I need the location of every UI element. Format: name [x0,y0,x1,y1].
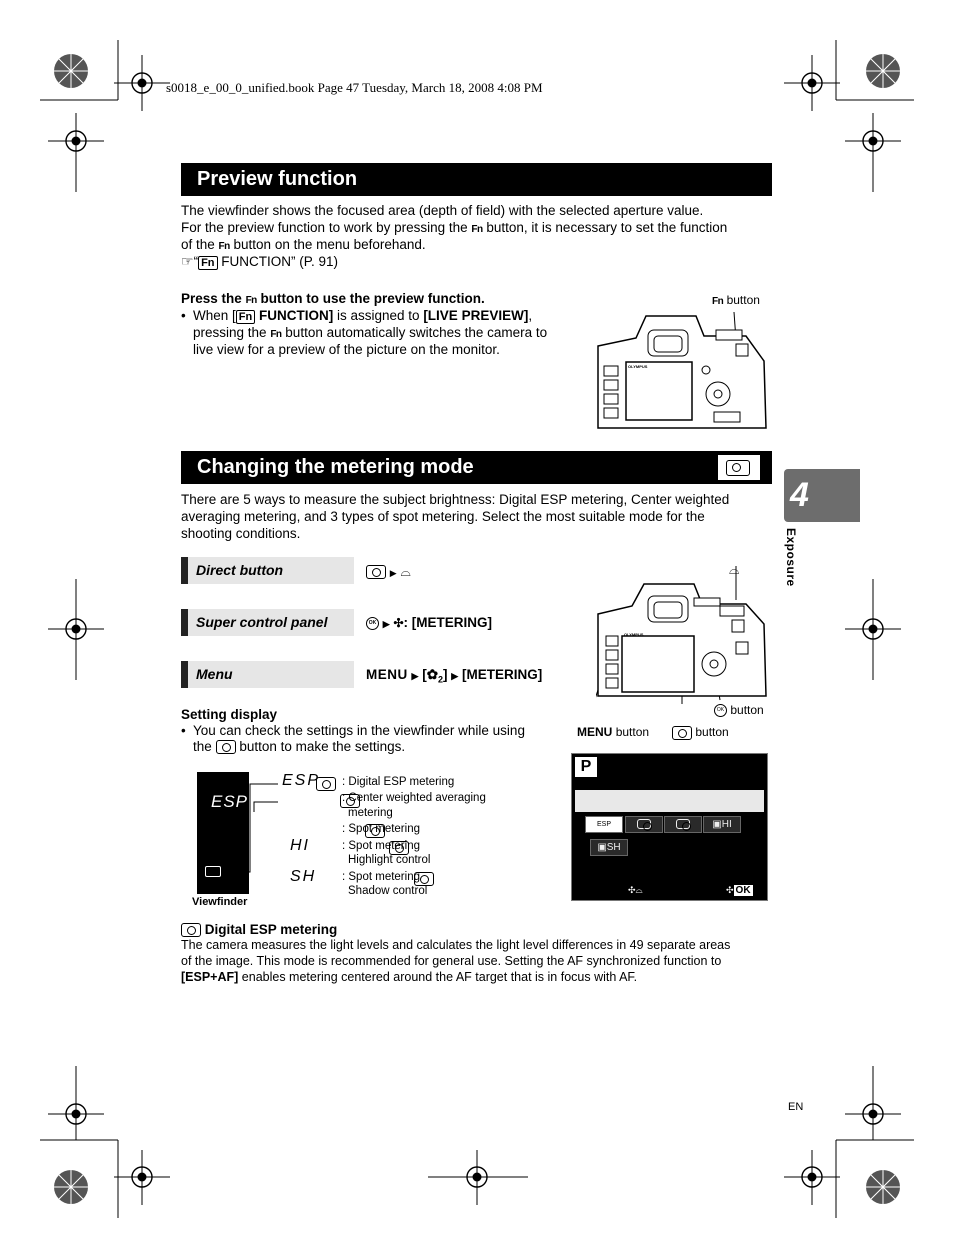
direct-button-sequence [366,563,411,582]
mode-code-hi: HI [290,837,310,854]
preview-reference[interactable]: ☞“ Fn FUNCTION” (P. 91) [181,253,339,269]
esp-line-3 [181,970,637,984]
metering-intro-line-2: averaging metering, and 3 types of spot metering. Select the most suitable mode for the [181,509,705,524]
setting-line-1: You can check the settings in the viewfinder while using [193,723,525,738]
lcd-ok-badge: OK [735,885,751,896]
esp-meter-icon [316,777,336,791]
viewfinder-esp-readout: ESP [211,792,249,811]
bullet-text: , [528,308,533,323]
metering-mode-icon [718,455,760,480]
lcd-title-bar [575,790,764,812]
meter-icon [366,565,386,579]
meter-button-callout [672,725,729,740]
dial-callout-icon: ⌓ [729,562,740,577]
esp-text: enables metering centered around the AF target that is in focus with AF. [238,970,638,984]
fn-box-icon: Fn [236,310,255,324]
camera-back-illustration-2 [596,564,770,704]
lcd-cell-center[interactable] [625,816,663,833]
meter-icon [726,460,750,476]
callout-text: button [615,725,650,739]
camera-brand: OLYMPUS [624,632,644,637]
setting-text: the [193,739,212,754]
esp-text: [ESP+AF] [181,970,239,984]
fn-icon: Fn [245,295,257,306]
mode-desc-hi: : Spot metering [342,840,420,852]
para-text: button, it is necessary to set the function [486,220,728,235]
viewfinder-meter-icon [205,866,221,877]
meter-icon [181,923,201,937]
menu-sequence [366,666,542,689]
para-text: button on the menu beforehand. [233,237,426,252]
esp-line-1: The camera measures the light levels and calculates the light level differences in 49 separate areas [181,938,731,952]
mode-desc-hi-2: Highlight control [348,854,431,866]
menu-word: MENU [577,725,613,739]
pointing-hand-icon: ☞ [181,253,194,269]
sequence-text: : [METERING] [403,615,493,630]
mode-desc-center-2: metering [348,807,393,819]
fn-icon: Fn [712,296,724,307]
lcd-cell-spot[interactable] [664,816,702,833]
bullet-text: FUNCTION] [259,308,334,323]
chapter-tab: 4 [784,469,860,522]
mode-desc-center: : Center weighted averaging [342,792,486,804]
reference-text: FUNCTION” (P. 91) [221,254,339,269]
bullet-text: button automatically switches the camera to [285,325,548,340]
cross-pad-icon: ✣ [393,616,404,630]
ok-circle-icon: OK [714,704,727,717]
cell-text: HI [721,819,732,830]
meter-icon [676,819,690,829]
mode-desc-esp: : Digital ESP metering [342,776,455,788]
bullet-text: When [ [193,308,236,323]
fn-icon: Fn [471,224,483,235]
metering-intro-line-1: There are 5 ways to measure the subject brightness: Digital ESP metering, Center weighted [181,492,730,507]
fn-icon: Fn [270,329,282,340]
preview-section-title: Preview function [181,163,772,196]
callout-text: button [695,725,729,739]
bullet-text: pressing the [193,325,267,340]
arrow-right-icon: ▶ [451,671,459,681]
sequence-text: 2 [438,674,444,685]
method-direct-button: Direct button [181,557,354,584]
esp-line-2: of the image. This mode is recommended for general use. Setting the AF synchronized function to [181,954,722,968]
heading-text: Digital ESP metering [204,922,338,937]
camera-back-illustration [596,306,768,430]
callout-text: button [726,293,760,307]
metering-intro-line-3: shooting conditions. [181,526,301,541]
setting-display-heading: Setting display [181,707,278,722]
arrow-right-icon: ▶ [389,568,397,578]
method-super-control-panel: Super control panel [181,609,354,636]
meter-icon [672,726,692,740]
lcd-ok-hint: ✣ OK [726,885,751,896]
meter-icon [216,740,236,754]
setting-line-2 [193,738,405,755]
mode-desc-spot: : Spot metering [342,823,420,835]
ok-circle-icon: OK [366,617,379,630]
camera-brand: OLYMPUS [628,364,648,369]
bullet-text: [LIVE PREVIEW] [423,308,529,323]
meter-icon [637,819,651,829]
mode-code-sh: SH [290,868,317,885]
fn-icon: Fn [218,241,230,252]
step-text: button to use the preview function. [260,291,485,306]
preview-bullet-line-3: live view for a preview of the picture on the monitor. [193,342,500,357]
setting-bullet-mark: • [181,723,186,738]
custom-menu-icon: ✿ [426,667,439,682]
sequence-text: ] [443,667,448,682]
fn-box-icon: Fn [198,256,217,270]
sequence-text: [ [422,667,427,682]
menu-word: MENU [366,667,408,682]
bullet-text: is assigned to [333,308,424,323]
cell-text: SH [606,842,621,853]
ok-button-callout [714,703,764,717]
lcd-cell-hi[interactable]: ▣HI [703,816,741,833]
preview-bullet-mark: • [181,308,186,323]
arrow-right-icon: ▶ [382,619,390,629]
mode-desc-sh-2: Shadow control [348,885,428,897]
lcd-cell-sh[interactable]: ▣SH [590,839,628,856]
para-text: For the preview function to work by pressing the [181,220,468,235]
step-text: Press the [181,291,242,306]
preview-bullet-line-1 [193,307,532,324]
para-text: of the [181,237,215,252]
metering-section-title: Changing the metering mode [181,451,772,484]
menu-button-callout [577,725,649,739]
mode-desc-sh: : Spot metering [342,871,420,883]
super-control-sequence [366,614,492,633]
lcd-cell-esp[interactable]: ESP [585,816,623,833]
setting-text: button to make the settings. [239,739,406,754]
language-code: EN [788,1101,804,1113]
arrow-right-icon: ▶ [411,671,419,681]
callout-text: button [730,703,764,717]
dial-icon: ⌓ [400,564,411,579]
lcd-metering-screen [571,753,768,901]
lcd-mode-badge: P [575,757,597,777]
book-header-line: s0018_e_00_0_unified.book Page 47 Tuesday, March 18, 2008 4:08 PM [166,80,543,95]
mode-code-esp: ESP [282,772,321,789]
preview-paragraph-line-1: The viewfinder shows the focused area (depth of field) with the selected aperture value. [181,203,704,218]
viewfinder-label: Viewfinder [192,896,248,908]
viewfinder-leader-lines [220,782,280,876]
sequence-text: [METERING] [461,667,543,682]
esp-heading [181,921,337,938]
lcd-dial-hint: ✣⌓ [628,885,643,895]
method-menu: Menu [181,661,354,688]
chapter-label: Exposure [784,528,798,587]
